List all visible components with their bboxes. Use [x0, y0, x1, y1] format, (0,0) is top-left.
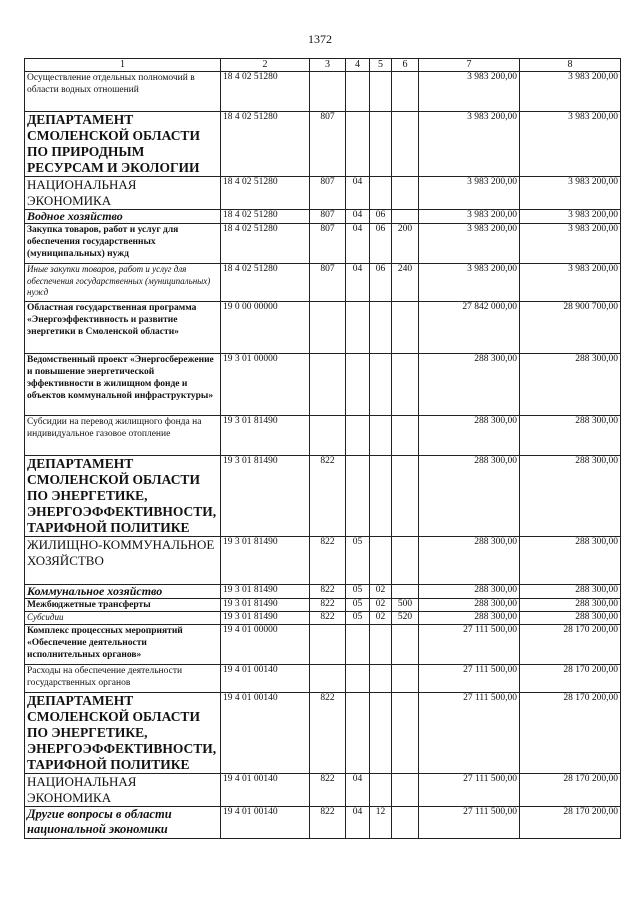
amount-year-1: 27 111 500,00: [419, 774, 520, 807]
amount-year-2: 3 983 200,00: [520, 264, 621, 302]
row-name: ДЕПАРТАМЕНТ СМОЛЕНСКОЙ ОБЛАСТИ ПО ПРИРОДНЫМ РЕСУРСАМ И ЭКОЛОГИИ: [25, 112, 221, 177]
column-header: 5: [370, 59, 392, 72]
subsection-code: [370, 625, 392, 665]
target-code: 19 4 01 00140: [221, 665, 310, 693]
amount-year-2: 28 170 200,00: [520, 665, 621, 693]
amount-year-2: 288 300,00: [520, 585, 621, 599]
expense-type-code: 240: [392, 264, 419, 302]
amount-year-1: 3 983 200,00: [419, 264, 520, 302]
expense-type-code: [392, 112, 419, 177]
section-code: [346, 456, 370, 537]
table-row: [25, 774, 621, 807]
section-code: [346, 625, 370, 665]
amount-year-1: 288 300,00: [419, 456, 520, 537]
amount-year-2: 3 983 200,00: [520, 210, 621, 224]
amount-year-1: 27 111 500,00: [419, 625, 520, 665]
table-row: [25, 599, 621, 612]
section-code: 04: [346, 210, 370, 224]
amount-year-2: 28 170 200,00: [520, 774, 621, 807]
row-name: Ведомственный проект «Энергосбережение и повышение энергетической эффективности в жилищном фонде и объектов коммунальной инфраструктуры»: [25, 354, 221, 416]
department-code: 822: [310, 774, 346, 807]
column-header: 4: [346, 59, 370, 72]
amount-year-2: 288 300,00: [520, 416, 621, 456]
row-name: НАЦИОНАЛЬНАЯ ЭКОНОМИКА: [25, 177, 221, 210]
column-header: 3: [310, 59, 346, 72]
department-code: 822: [310, 599, 346, 612]
amount-year-1: 27 111 500,00: [419, 665, 520, 693]
section-code: 04: [346, 807, 370, 839]
amount-year-1: 288 300,00: [419, 585, 520, 599]
amount-year-1: 288 300,00: [419, 537, 520, 585]
column-header: 8: [520, 59, 621, 72]
amount-year-1: 3 983 200,00: [419, 72, 520, 112]
expense-type-code: 200: [392, 224, 419, 264]
target-code: 18 4 02 51280: [221, 264, 310, 302]
amount-year-2: 28 900 700,00: [520, 302, 621, 354]
amount-year-1: 288 300,00: [419, 612, 520, 625]
amount-year-2: 288 300,00: [520, 612, 621, 625]
table-row: [25, 224, 621, 264]
row-name: ЖИЛИЩНО-КОММУНАЛЬНОЕ ХОЗЯЙСТВО: [25, 537, 221, 585]
column-header: 7: [419, 59, 520, 72]
department-code: 822: [310, 612, 346, 625]
column-header: 6: [392, 59, 419, 72]
department-code: 822: [310, 585, 346, 599]
expense-type-code: [392, 302, 419, 354]
expense-type-code: [392, 456, 419, 537]
table-row: [25, 177, 621, 210]
subsection-code: 06: [370, 210, 392, 224]
row-name: Субсидии на перевод жилищного фонда на индивидуальное газовое отопление: [25, 416, 221, 456]
table-row: [25, 302, 621, 354]
subsection-code: 12: [370, 807, 392, 839]
section-code: [346, 416, 370, 456]
subsection-code: [370, 456, 392, 537]
target-code: 18 4 02 51280: [221, 72, 310, 112]
target-code: 19 0 00 00000: [221, 302, 310, 354]
section-code: [346, 354, 370, 416]
subsection-code: [370, 112, 392, 177]
row-name: Коммунальное хозяйство: [25, 585, 221, 599]
subsection-code: [370, 693, 392, 774]
department-code: 807: [310, 264, 346, 302]
amount-year-2: 3 983 200,00: [520, 72, 621, 112]
expense-type-code: [392, 354, 419, 416]
table-row: [25, 354, 621, 416]
amount-year-1: 288 300,00: [419, 416, 520, 456]
amount-year-2: 28 170 200,00: [520, 625, 621, 665]
table-row: [25, 585, 621, 599]
department-code: [310, 665, 346, 693]
column-header: 1: [25, 59, 221, 72]
table-row: [25, 807, 621, 839]
expense-type-code: [392, 537, 419, 585]
target-code: 18 4 02 51280: [221, 224, 310, 264]
department-code: [310, 354, 346, 416]
target-code: 19 3 01 00000: [221, 354, 310, 416]
target-code: 19 4 01 00000: [221, 625, 310, 665]
page-number: 1372: [308, 32, 332, 46]
section-code: 05: [346, 612, 370, 625]
section-code: 04: [346, 774, 370, 807]
target-code: 19 3 01 81490: [221, 599, 310, 612]
subsection-code: [370, 665, 392, 693]
table-row: [25, 264, 621, 302]
column-header: 2: [221, 59, 310, 72]
amount-year-1: 3 983 200,00: [419, 112, 520, 177]
section-code: 04: [346, 224, 370, 264]
subsection-code: [370, 72, 392, 112]
department-code: 807: [310, 112, 346, 177]
amount-year-1: 288 300,00: [419, 354, 520, 416]
expense-type-code: [392, 416, 419, 456]
amount-year-2: 28 170 200,00: [520, 807, 621, 839]
subsection-code: [370, 302, 392, 354]
section-code: [346, 665, 370, 693]
section-code: [346, 302, 370, 354]
target-code: 19 4 01 00140: [221, 693, 310, 774]
expense-type-code: [392, 210, 419, 224]
table-row: [25, 72, 621, 112]
target-code: 18 4 02 51280: [221, 112, 310, 177]
target-code: 19 3 01 81490: [221, 585, 310, 599]
department-code: 822: [310, 693, 346, 774]
subsection-code: [370, 537, 392, 585]
amount-year-1: 27 842 000,00: [419, 302, 520, 354]
subsection-code: [370, 177, 392, 210]
section-code: 05: [346, 599, 370, 612]
table-row: [25, 416, 621, 456]
section-code: [346, 112, 370, 177]
table-row: [25, 612, 621, 625]
table-row: [25, 693, 621, 774]
expense-type-code: [392, 625, 419, 665]
table-header-row: [25, 59, 621, 72]
target-code: 19 3 01 81490: [221, 612, 310, 625]
amount-year-1: 27 111 500,00: [419, 807, 520, 839]
amount-year-1: 3 983 200,00: [419, 177, 520, 210]
target-code: 19 3 01 81490: [221, 416, 310, 456]
expense-type-code: [392, 807, 419, 839]
subsection-code: 02: [370, 585, 392, 599]
expense-type-code: [392, 665, 419, 693]
row-name: Комплекс процессных мероприятий «Обеспечение деятельности исполнительных органов»: [25, 625, 221, 665]
amount-year-2: 288 300,00: [520, 537, 621, 585]
expense-type-code: [392, 585, 419, 599]
section-code: [346, 693, 370, 774]
section-code: [346, 72, 370, 112]
amount-year-2: 288 300,00: [520, 354, 621, 416]
subsection-code: [370, 774, 392, 807]
amount-year-2: 3 983 200,00: [520, 112, 621, 177]
row-name: НАЦИОНАЛЬНАЯ ЭКОНОМИКА: [25, 774, 221, 807]
target-code: 19 4 01 00140: [221, 774, 310, 807]
amount-year-2: 288 300,00: [520, 456, 621, 537]
department-code: 822: [310, 456, 346, 537]
amount-year-2: 28 170 200,00: [520, 693, 621, 774]
table-row: [25, 665, 621, 693]
subsection-code: [370, 416, 392, 456]
subsection-code: 02: [370, 612, 392, 625]
target-code: 19 4 01 00140: [221, 807, 310, 839]
expense-type-code: 500: [392, 599, 419, 612]
table-row: [25, 537, 621, 585]
table-row: [25, 112, 621, 177]
subsection-code: 06: [370, 264, 392, 302]
target-code: 18 4 02 51280: [221, 210, 310, 224]
row-name: Межбюджетные трансферты: [25, 599, 221, 612]
section-code: 05: [346, 585, 370, 599]
department-code: [310, 416, 346, 456]
expense-type-code: [392, 774, 419, 807]
row-name: Областная государственная программа «Энергоэффективность и развитие энергетики в Смоленской области»: [25, 302, 221, 354]
department-code: 822: [310, 807, 346, 839]
table-row: [25, 456, 621, 537]
amount-year-1: 27 111 500,00: [419, 693, 520, 774]
department-code: 807: [310, 177, 346, 210]
amount-year-2: 288 300,00: [520, 599, 621, 612]
row-name: Другие вопросы в области национальной экономики: [25, 807, 221, 839]
subsection-code: 02: [370, 599, 392, 612]
row-name: Иные закупки товаров, работ и услуг для обеспечения государственных (муниципальных) нужд: [25, 264, 221, 302]
section-code: 05: [346, 537, 370, 585]
section-code: 04: [346, 264, 370, 302]
target-code: 19 3 01 81490: [221, 537, 310, 585]
department-code: [310, 72, 346, 112]
budget-table: [24, 58, 621, 839]
amount-year-1: 3 983 200,00: [419, 224, 520, 264]
table-row: [25, 210, 621, 224]
expense-type-code: [392, 693, 419, 774]
expense-type-code: 520: [392, 612, 419, 625]
row-name: Закупка товаров, работ и услуг для обеспечения государственных (муниципальных) нужд: [25, 224, 221, 264]
department-code: 807: [310, 210, 346, 224]
table-row: [25, 625, 621, 665]
target-code: 19 3 01 81490: [221, 456, 310, 537]
department-code: 822: [310, 537, 346, 585]
row-name: Субсидии: [25, 612, 221, 625]
expense-type-code: [392, 72, 419, 112]
amount-year-1: 3 983 200,00: [419, 210, 520, 224]
row-name: Водное хозяйство: [25, 210, 221, 224]
department-code: 807: [310, 224, 346, 264]
amount-year-1: 288 300,00: [419, 599, 520, 612]
expense-type-code: [392, 177, 419, 210]
amount-year-2: 3 983 200,00: [520, 177, 621, 210]
row-name: ДЕПАРТАМЕНТ СМОЛЕНСКОЙ ОБЛАСТИ ПО ЭНЕРГЕТИКЕ, ЭНЕРГОЭФФЕКТИВНОСТИ, ТАРИФНОЙ ПОЛИТИКЕ: [25, 456, 221, 537]
row-name: Осуществление отдельных полномочий в области водных отношений: [25, 72, 221, 112]
department-code: [310, 625, 346, 665]
row-name: Расходы на обеспечение деятельности государственных органов: [25, 665, 221, 693]
amount-year-2: 3 983 200,00: [520, 224, 621, 264]
row-name: ДЕПАРТАМЕНТ СМОЛЕНСКОЙ ОБЛАСТИ ПО ЭНЕРГЕТИКЕ, ЭНЕРГОЭФФЕКТИВНОСТИ, ТАРИФНОЙ ПОЛИТИКЕ: [25, 693, 221, 774]
subsection-code: 06: [370, 224, 392, 264]
section-code: 04: [346, 177, 370, 210]
target-code: 18 4 02 51280: [221, 177, 310, 210]
department-code: [310, 302, 346, 354]
subsection-code: [370, 354, 392, 416]
